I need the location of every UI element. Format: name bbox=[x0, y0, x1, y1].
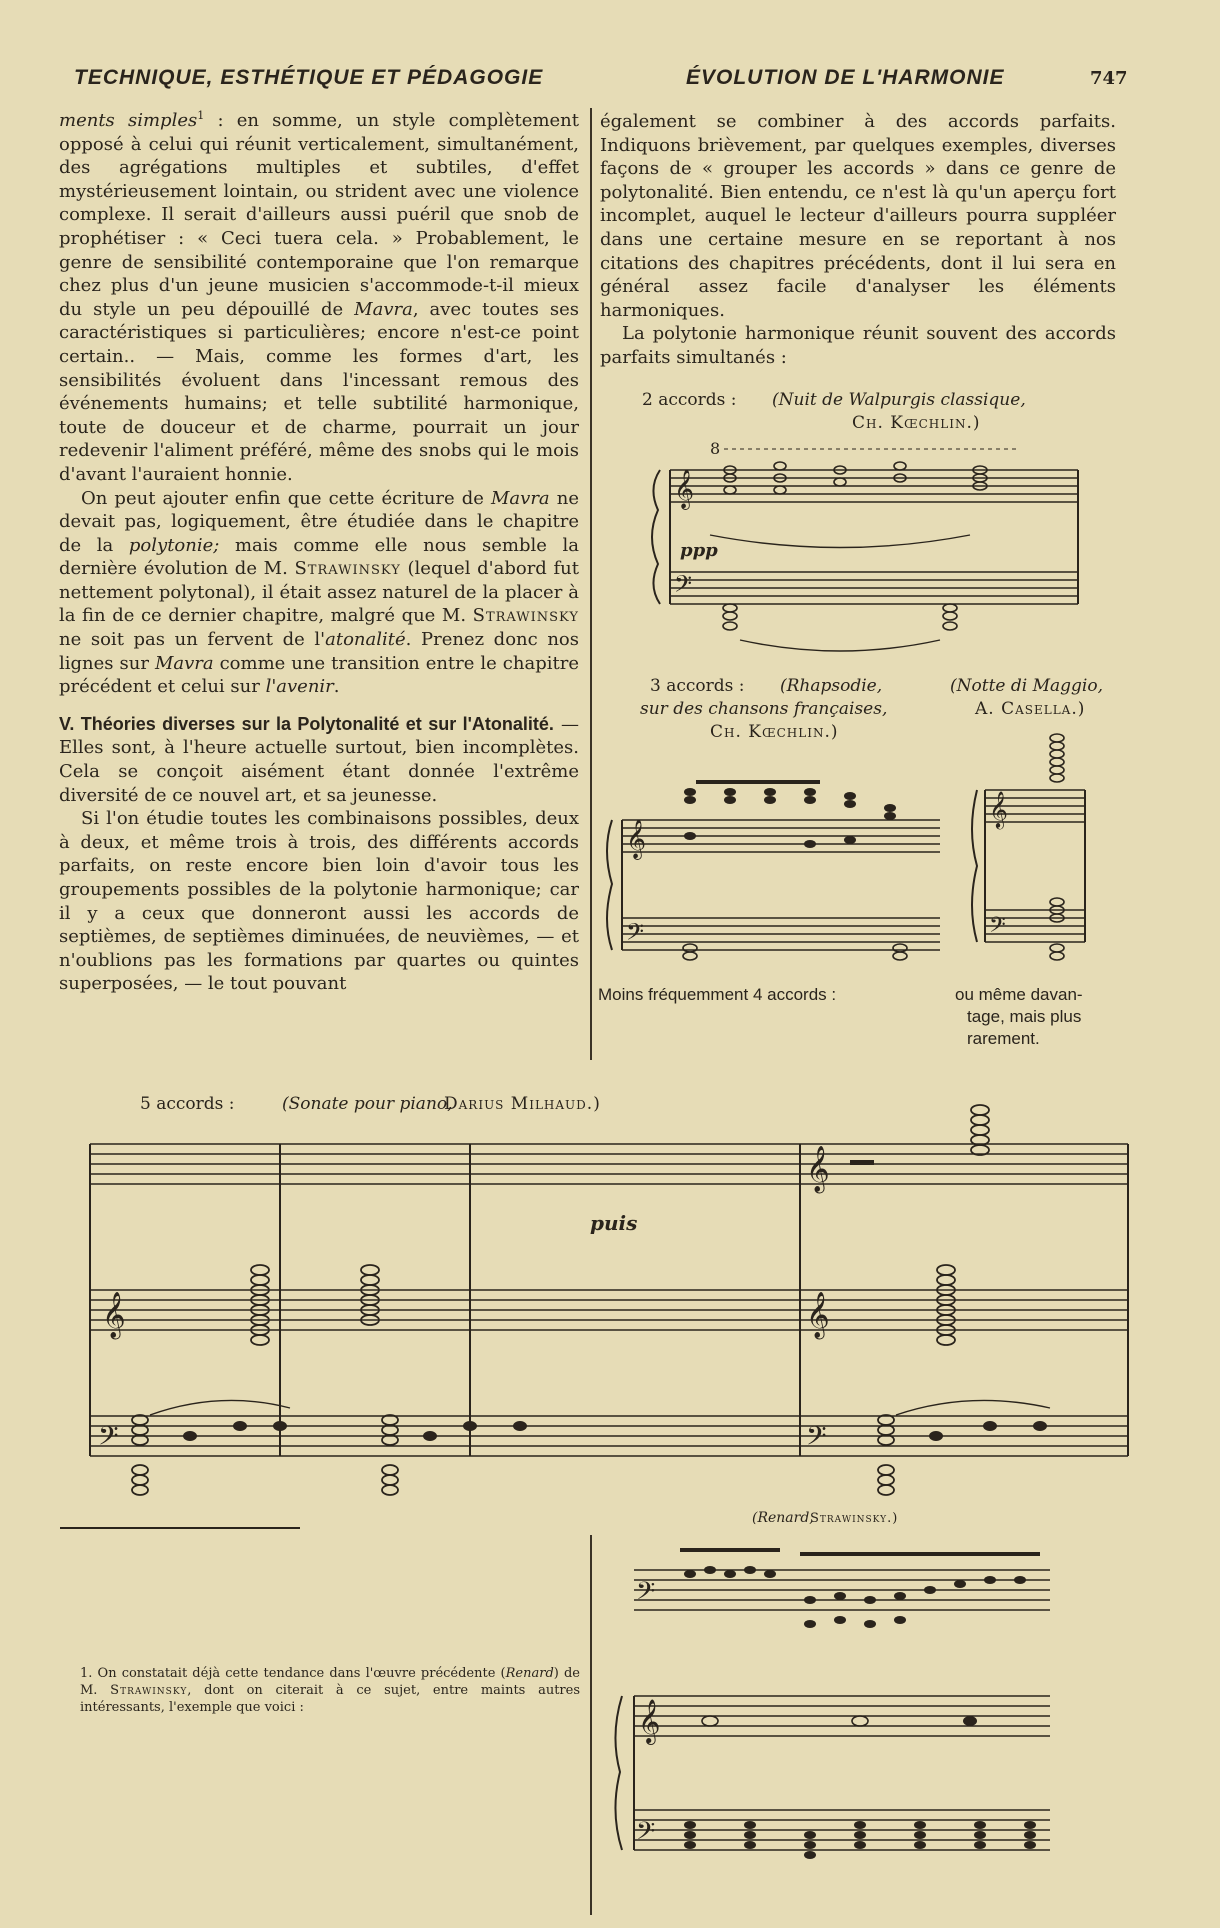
treble-clef-icon: 𝄞 bbox=[806, 1292, 830, 1338]
text-span: Mavra bbox=[491, 487, 550, 509]
footnote bbox=[80, 1665, 580, 1716]
brace-icon bbox=[972, 790, 977, 942]
paragraph bbox=[59, 104, 579, 487]
chord-notes bbox=[684, 788, 896, 848]
page-number: 747 bbox=[1090, 68, 1128, 89]
middle-notes bbox=[702, 1716, 868, 1726]
whole-rest bbox=[850, 1160, 874, 1165]
text-span: comme une transition entre le chapitre précédent et celui sur bbox=[59, 652, 579, 698]
bass-clef-icon: 𝄢 bbox=[674, 570, 693, 603]
staff-3 bbox=[90, 1416, 1128, 1456]
bass-clef-icon: 𝄢 bbox=[98, 1420, 119, 1458]
text-span: Renard bbox=[505, 1666, 554, 1681]
example-5-work: (Sonate pour piano, bbox=[282, 1094, 453, 1114]
text-span: ments simples bbox=[59, 110, 198, 131]
text-span: ne devait pas, logiquement, être étudiée dans le chapitre de la bbox=[59, 487, 579, 556]
paragraph bbox=[59, 487, 579, 699]
example-2-composer: Ch. Kœchlin.) bbox=[710, 722, 839, 742]
music-example-2 bbox=[600, 760, 950, 970]
brace-icon bbox=[652, 470, 660, 604]
text-span: l'avenir bbox=[265, 676, 334, 698]
text-span: (lequel d'abord fut nettement polytonal), il était assez naturel de la placer à la fin de ce dernier chapitre, malgré que M. bbox=[59, 558, 579, 627]
text-span: : en somme, un style complètement opposé à celui qui réunit verticalement, simultanément, des agrégations multiples et subtiles, d'effet mystérieusement lointain, ou strident avec une violence complexe. Il serait d'ailleurs aussi puéril que snob de prophétiser : « Ceci tuera cela. » Probablement, le genre de sensibilité contemporaine que l'on remarque chez plus d'un jeune musicien s'accommode-t-il mieux du style un peu dépouillé de bbox=[59, 110, 579, 320]
brace-icon bbox=[615, 1696, 622, 1850]
bass-staff bbox=[622, 918, 940, 950]
bass-clef-icon: 𝄢 bbox=[636, 1577, 656, 1612]
treble-staff bbox=[622, 820, 940, 852]
ottava-mark: 8 bbox=[710, 439, 721, 458]
puis-mark: puis bbox=[590, 1211, 638, 1235]
staff-1 bbox=[90, 1144, 1128, 1184]
example-6-composer: Strawinsky.) bbox=[810, 1511, 899, 1526]
example-1-label: 2 accords : bbox=[642, 390, 737, 410]
text-span: ne soit pas un fervent de l' bbox=[59, 629, 326, 651]
music-example-3 bbox=[975, 730, 1095, 970]
text-span: Strawinsky bbox=[472, 605, 579, 627]
running-header-left: TECHNIQUE, ESTHÉTIQUE ET PÉDAGOGIE bbox=[74, 66, 544, 89]
middle-notes-filled bbox=[963, 1716, 977, 1726]
example-1-work: (Nuit de Walpurgis classique, bbox=[772, 390, 1026, 410]
column-divider-lower bbox=[590, 1535, 592, 1915]
treble-clef-icon: 𝄞 bbox=[638, 1699, 661, 1743]
bass-staff bbox=[670, 572, 1078, 604]
slur bbox=[896, 1400, 1050, 1415]
text-span: . Prenez donc nos lignes sur bbox=[59, 629, 579, 674]
left-column bbox=[59, 104, 579, 996]
staff-3 bbox=[634, 1810, 1050, 1850]
text-span: , avec toutes ses caractéristiques si particulières; encore n'est-ce point certain.. — Mais, comme les formes d'art, les sensibilités évoluent dans l'incessant remous des événements humains; et telle subtilité harmonique, toute de douceur et de charme, pourrait un jour redevenir l'aliment préféré, même des snobs qui le mois d'avant l'auraient honnie. bbox=[59, 298, 580, 485]
text-span: , dont on citerait à ce sujet, entre maints autres intéressants, l'exemple que voici : bbox=[80, 1683, 580, 1715]
chord-notes bbox=[723, 462, 987, 630]
caption-line: rarement. bbox=[967, 1029, 1040, 1048]
caption-line: tage, mais plus bbox=[967, 1007, 1082, 1026]
example-2-work-2: sur des chansons françaises, bbox=[640, 699, 888, 719]
text-span: ) de M. bbox=[80, 1666, 580, 1698]
example-5-label: 5 accords : bbox=[140, 1094, 235, 1114]
text-span: On peut ajouter enfin que cette écriture de bbox=[81, 487, 491, 509]
text-span: Strawinsky bbox=[110, 1683, 188, 1698]
staff-2 bbox=[634, 1696, 1050, 1736]
staff-1 bbox=[634, 1570, 1050, 1610]
text-span: 1. On constatait déjà cette tendance dans l'œuvre précédente ( bbox=[80, 1666, 506, 1681]
treble-clef-icon: 𝄞 bbox=[806, 1146, 830, 1192]
paragraph: Si l'on étudie toutes les combinaisons possibles, deux à deux, et même trois à trois, des différents accords parfaits, on reste encore bien loin d'avoir tous les groupements possibles de la polytonie harmonique; car il y a ceux que donneront aussi les accords de septièmes, de septièmes diminuées, de neuvièmes, — et n'oublions pas les formations par quartes ou quintes superposées, — le tout pouvant bbox=[59, 808, 579, 995]
treble-clef-icon: 𝄞 bbox=[674, 469, 695, 509]
text-span: Mavra bbox=[154, 652, 214, 674]
text-span: polytonie; bbox=[128, 534, 220, 556]
caption-four-chords: Moins fréquemment 4 accords : bbox=[598, 985, 837, 1004]
upper-notes bbox=[684, 1566, 1026, 1628]
staff-2 bbox=[90, 1290, 1128, 1330]
running-header-right: ÉVOLUTION DE L'HARMONIE bbox=[686, 66, 1005, 89]
paragraph: La polytonie harmonique réunit souvent des accords parfaits simultanés : bbox=[600, 323, 1116, 368]
treble-clef-icon: 𝄞 bbox=[989, 790, 1008, 828]
music-example-5 bbox=[90, 1070, 1130, 1520]
example-1-composer: Ch. Kœchlin.) bbox=[852, 413, 981, 433]
tie bbox=[740, 640, 940, 651]
bass-clef-icon: 𝄢 bbox=[636, 1817, 656, 1852]
footnote-ref: 1 bbox=[197, 109, 205, 122]
slur bbox=[710, 535, 970, 548]
bass-clef-icon: 𝄢 bbox=[626, 918, 645, 951]
example-6-work: (Renard, bbox=[752, 1510, 814, 1526]
brace-icon bbox=[607, 820, 612, 950]
caption-more-chords bbox=[955, 984, 1083, 1050]
caption-line: ou même davan- bbox=[955, 985, 1083, 1004]
slur bbox=[150, 1400, 290, 1415]
example-2-label: 3 accords : bbox=[650, 676, 745, 696]
text-span: Strawinsky bbox=[294, 558, 401, 580]
melody-notes bbox=[183, 1421, 1047, 1441]
music-example-6 bbox=[600, 1540, 1070, 1920]
text-span: mais comme elle nous semble la dernière évolution de M. bbox=[59, 534, 579, 580]
bass-clef-icon: 𝄢 bbox=[989, 913, 1006, 943]
bass-notes bbox=[683, 944, 907, 960]
example-3-work: (Notte di Maggio, bbox=[950, 676, 1103, 696]
column-divider bbox=[590, 108, 592, 1060]
text-span: . bbox=[333, 676, 340, 698]
dynamic-mark: ppp bbox=[680, 540, 718, 561]
example-3-composer: A. Casella.) bbox=[975, 699, 1086, 719]
example-5-composer: Darius Milhaud.) bbox=[444, 1094, 601, 1114]
treble-clef-icon: 𝄞 bbox=[626, 819, 647, 859]
bass-clef-icon: 𝄢 bbox=[806, 1420, 827, 1458]
music-example-1 bbox=[640, 440, 1080, 660]
paragraph: également se combiner à des accords parfaits. Indiquons brièvement, par quelques exemples, diverses façons de « grouper les accords » dans ce genre de polytonalité. Bien entendu, ce n'est là qu'un aperçu fort incomplet, auquel le lecteur d'ailleurs pourra suppléer dans une certaine mesure en se reportant à nos citations des chapitres précédents, dont il lui sera en général assez facile d'analyser les éléments harmoniques. bbox=[600, 111, 1116, 321]
right-column bbox=[600, 110, 1116, 370]
text-span: — Elles sont, à l'heure actuelle surtout, bien incomplètes. Cela se conçoit aisément étant donnée l'extrême diversité de ce nouvel art, et sa jeunesse. bbox=[59, 713, 579, 806]
example-2-work-1: (Rhapsodie, bbox=[780, 676, 883, 696]
footnote-rule bbox=[60, 1527, 300, 1529]
text-span: atonalité bbox=[325, 629, 406, 651]
paragraph bbox=[59, 713, 579, 807]
treble-clef-icon: 𝄞 bbox=[102, 1292, 126, 1338]
section-title: V. Théories diverses sur la Polytonalité et sur l'Atonalité. bbox=[59, 713, 554, 734]
text-span: Mavra bbox=[354, 298, 413, 320]
